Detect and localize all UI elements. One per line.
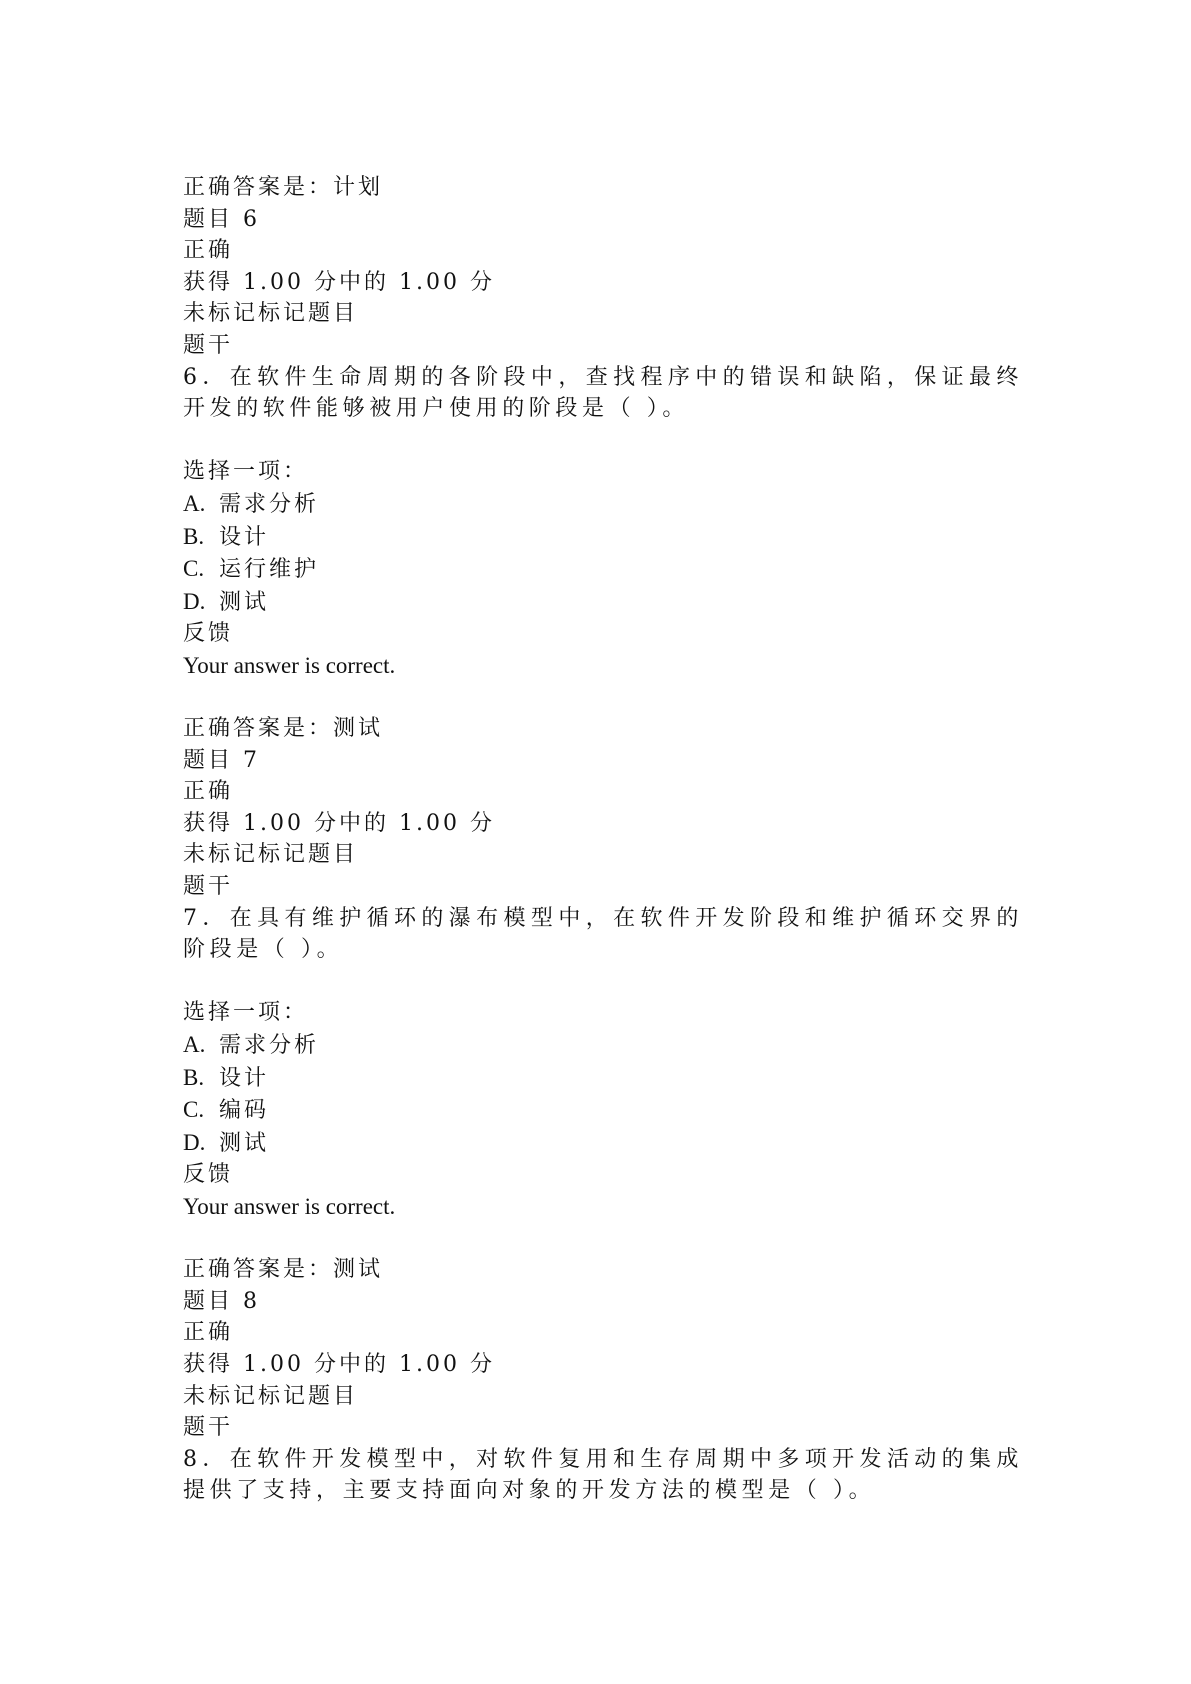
option-letter: D. [183,1129,206,1155]
stem-label: 题干 [183,874,234,900]
option-a [183,488,1023,521]
correct-answer-text: 正确答案是：计划 [183,175,384,200]
spacer [183,966,1023,998]
spacer [183,425,1023,457]
feedback-text: Your answer is correct. [183,652,396,678]
option-letter: C. [183,556,205,582]
question-status: 正确 [183,1320,234,1346]
choose-one-prompt: 选择一项： [183,1000,309,1026]
spacer [183,1223,1023,1255]
question-stem: 7．在具有维护循环的瀑布模型中，在软件开发阶段和维护循环交界的阶段是（ ）。 [183,905,1023,963]
option-text: 需求分析 [219,491,320,517]
question-stem: 8．在软件开发模型中，对软件复用和生存周期中多项开发活动的集成提供了支持，主要支持面向对象的开发方法的模型是（ ）。 [183,1446,1023,1504]
option-c [183,553,1023,586]
choose-one-prompt: 选择一项： [183,459,309,485]
question-score: 获得 1.00 分中的 1.00 分 [183,269,495,295]
correct-answer-text: 正确答案是：测试 [183,716,384,742]
flag-question-text: 未标记标记题目 [183,1383,359,1409]
option-letter: D. [183,588,206,614]
option-text: 测试 [219,1130,270,1156]
question-header: 题目 6 [183,206,260,232]
question-status: 正确 [183,238,234,264]
question-block [183,745,1023,1286]
feedback-label: 反馈 [183,621,234,647]
stem-label: 题干 [183,332,234,358]
question-header: 题目 7 [183,747,260,773]
question-block [183,204,1023,745]
question-status: 正确 [183,779,234,805]
option-text: 运行维护 [219,557,320,583]
feedback-label: 反馈 [183,1162,234,1188]
option-b [183,521,1023,554]
option-c [183,1094,1023,1127]
correct-answer-text: 正确答案是：测试 [183,1257,384,1283]
spacer [183,682,1023,714]
question-score: 获得 1.00 分中的 1.00 分 [183,810,495,836]
feedback-text: Your answer is correct. [183,1194,396,1219]
option-text: 设计 [219,1065,270,1091]
question-score: 获得 1.00 分中的 1.00 分 [183,1351,495,1377]
option-letter: B. [183,523,205,549]
flag-question-text: 未标记标记题目 [183,842,359,868]
stem-label: 题干 [183,1415,234,1441]
question-block [183,1286,1023,1507]
option-a [183,1029,1023,1062]
option-letter: C. [183,1097,205,1123]
option-text: 编码 [219,1098,270,1124]
option-b [183,1062,1023,1095]
option-d [183,1127,1023,1160]
option-text: 测试 [219,589,270,615]
option-letter: B. [183,1064,205,1090]
question-header: 题目 8 [183,1288,260,1314]
document-page [183,172,1023,1507]
option-letter: A. [183,1032,206,1058]
option-text: 设计 [219,524,270,550]
option-text: 需求分析 [219,1033,320,1059]
flag-question-text: 未标记标记题目 [183,301,359,327]
option-d [183,586,1023,619]
question-stem: 6．在软件生命周期的各阶段中，查找程序中的错误和缺陷，保证最终开发的软件能够被用户使用的阶段是（ ）。 [183,364,1023,422]
option-letter: A. [183,490,206,516]
